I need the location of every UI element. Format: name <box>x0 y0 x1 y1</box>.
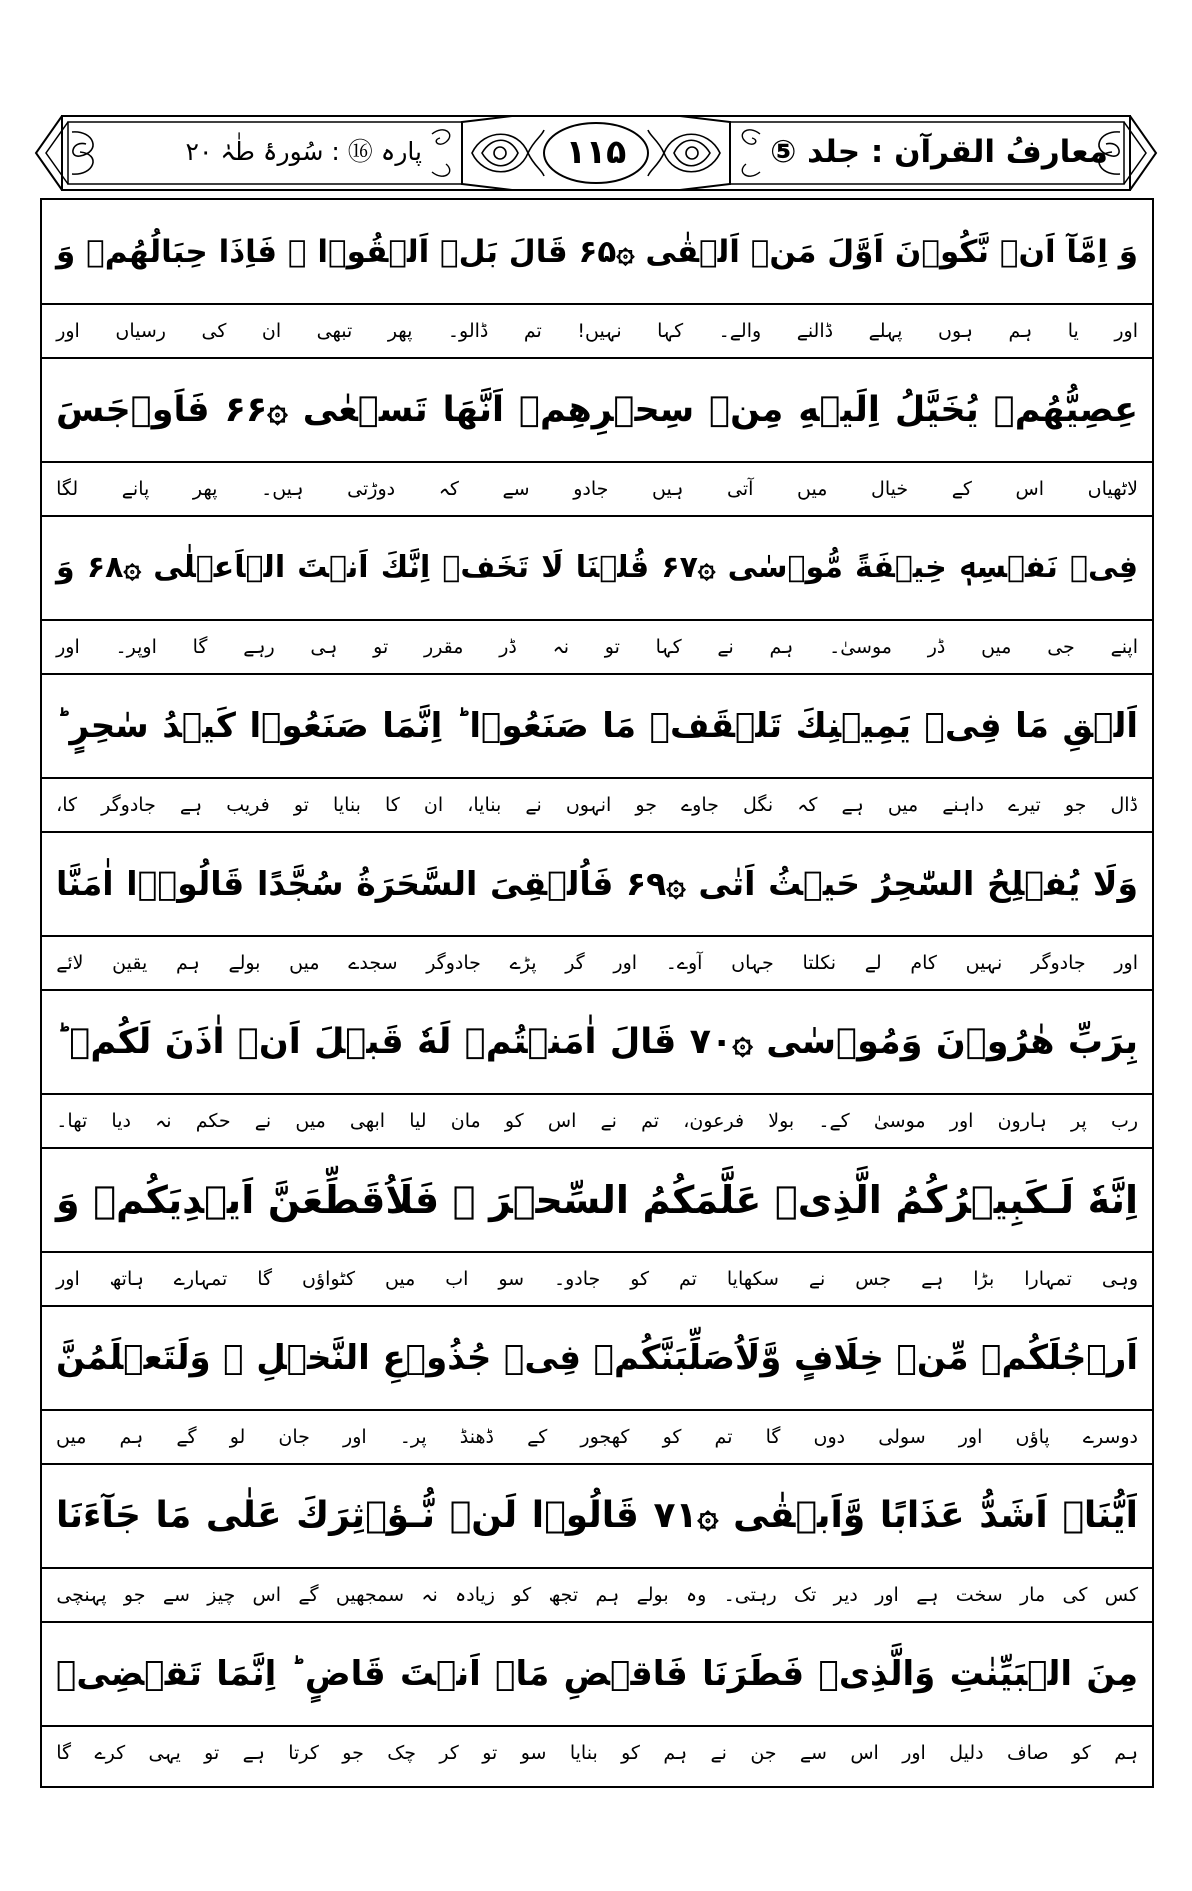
translation-word: کے <box>527 1426 548 1448</box>
translation-word: نے <box>808 1268 826 1290</box>
translation-word: دوڑتی <box>347 478 396 500</box>
translation-word: رہے <box>243 636 275 658</box>
translation-word: گا <box>257 1268 273 1290</box>
translation-word: نے <box>600 1110 617 1132</box>
translation-word: گے <box>298 1584 319 1606</box>
translation-word: کہا <box>657 320 684 342</box>
translation-word: جادوگر <box>1030 952 1086 974</box>
arabic-verse-line: عِصِيُّهُمۡ يُخَيَّلُ اِلَيۡهِ مِنۡ سِحۡرِهِمۡ اَنَّهَا تَسۡعٰى ۞۶۶ فَاَوۡجَسَ <box>56 390 1138 430</box>
translation-word: تو <box>482 1742 498 1764</box>
translation-word: تم <box>714 1426 733 1448</box>
translation-word: لگا <box>56 478 79 500</box>
translation-word: اس <box>547 1110 577 1132</box>
arabic-verse-line: اَيُّنَاۤ اَشَدُّ عَذَابًا وَّاَبۡقٰى ۞۷۱ قَالُوۡا لَنۡ نُّـؤۡثِرَكَ عَلٰى مَا جَآءَنَا <box>56 1495 1138 1536</box>
translation-word: پاؤں <box>1015 1426 1050 1448</box>
translation-word: سو <box>498 1268 525 1290</box>
translation-word: ہے <box>179 794 203 816</box>
translation-word: کے۔ <box>818 1110 850 1132</box>
translation-word: اور <box>958 1426 983 1448</box>
translation-word: سے <box>502 478 530 500</box>
translation-word: کی <box>1062 1584 1088 1606</box>
translation-word: تم <box>641 1110 660 1132</box>
translation-word: ان <box>423 794 444 816</box>
translation-word: میں <box>981 636 1012 658</box>
translation-word: ڈر <box>499 636 517 658</box>
translation-word: میں <box>887 794 919 816</box>
translation-word: گا <box>765 1426 781 1448</box>
translation-word: کرے <box>94 1742 126 1764</box>
translation-word: بنایا، <box>467 794 502 816</box>
translation-word: سولی <box>878 1426 926 1448</box>
urdu-translation-line <box>42 304 1152 358</box>
translation-word: ڈالنے <box>796 320 834 342</box>
translation-word: گا <box>192 636 208 658</box>
translation-word: بولا <box>768 1110 795 1132</box>
translation-word: چک <box>387 1742 416 1764</box>
translation-word: ہاتھ <box>109 1268 144 1290</box>
translation-word: ہارون <box>997 1110 1047 1132</box>
translation-word: تو <box>293 794 309 816</box>
translation-word: تیرے <box>1008 794 1041 816</box>
translation-word: ابھی <box>349 1110 386 1132</box>
translation-word: بنایا <box>333 794 361 816</box>
translation-word: پر <box>1070 1110 1087 1132</box>
arabic-verse-line: اَلۡقِ مَا فِىۡ يَمِيۡنِكَ تَلۡقَفۡ مَا صَنَعُوۡا ؕ اِنَّمَا صَنَعُوۡا كَيۡدُ سٰحِرٍ ؕ <box>56 706 1138 746</box>
urdu-translation-line <box>42 462 1152 516</box>
book-title: معارفُ القرآن : جلد ⑤ <box>770 134 1108 170</box>
translation-word: پر۔ <box>399 1426 427 1448</box>
translation-word: کرتا <box>288 1742 319 1764</box>
translation-word: مقرر <box>424 636 464 658</box>
translation-word: گر <box>565 952 585 974</box>
arabic-verse-line: اَرۡجُلَكُمۡ مِّنۡ خِلَافٍ وَّلَاُصَلِّبَنَّكُمۡ فِىۡ جُذُوۡعِ النَّخۡلِ ۡ وَلَتَعۡلَمُنَّ <box>56 1338 1138 1378</box>
translation-word: تمہارے <box>173 1268 228 1290</box>
translation-word: ہم <box>769 636 794 658</box>
translation-word: پھر <box>192 478 218 500</box>
translation-word: یا <box>1067 320 1079 342</box>
urdu-translation-line <box>42 1252 1152 1306</box>
translation-word: جادو۔ <box>554 1268 601 1290</box>
translation-word: پہنچی <box>56 1584 107 1606</box>
translation-word: موسیٰ۔ <box>829 636 892 658</box>
translation-word: یقین <box>112 952 148 974</box>
translation-word: سمجھیں <box>335 1584 405 1606</box>
translation-word: رسیاں <box>115 320 166 342</box>
translation-word: اب <box>445 1268 469 1290</box>
translation-word: آوے۔ <box>665 952 703 974</box>
translation-word: پانے <box>121 478 150 500</box>
translation-word: جاوے <box>681 794 719 816</box>
translation-word: کو <box>621 1742 640 1764</box>
translation-word: نہ <box>155 1110 172 1132</box>
translation-word: چیز <box>207 1584 236 1606</box>
translation-word: اور <box>1114 952 1138 974</box>
translation-word: ہم <box>1008 320 1033 342</box>
arabic-verse-line: مِنَ الۡبَيِّنٰتِ وَالَّذِىۡ فَطَرَنَا فَاقۡضِ مَاۤ اَنۡتَ قَاضٍ ؕ اِنَّمَا تَقۡضِىۡ <box>56 1654 1138 1694</box>
translation-word: اور <box>1114 320 1138 342</box>
translation-word: ہم <box>663 1742 688 1764</box>
translation-word: بولے <box>636 1584 669 1606</box>
translation-word: نکلتا <box>802 952 837 974</box>
translation-word: سو <box>520 1742 547 1764</box>
translation-word: کٹواؤں <box>302 1268 356 1290</box>
translation-word: کے <box>951 478 972 500</box>
translation-word: رہتی۔ <box>723 1584 777 1606</box>
translation-word: جان <box>278 1426 310 1448</box>
translation-word: ان <box>261 320 282 342</box>
translation-word: جادوگر <box>101 794 156 816</box>
translation-word: تجھ <box>548 1584 579 1606</box>
translation-word: کا <box>385 794 400 816</box>
translation-word: نگل <box>742 794 774 816</box>
translation-word: جو <box>342 1742 364 1764</box>
translation-word: بنایا <box>569 1742 598 1764</box>
arabic-verse-line: اِنَّهٗ لَـكَبِيۡرُكُمُ الَّذِىۡ عَلَّمَكُمُ السِّحۡرَ ۚ فَلَاُقَطِّعَنَّ اَيۡدِيَكُمۡ وَ <box>56 1178 1138 1222</box>
translation-word: حکم <box>195 1110 231 1132</box>
translation-word: زیادہ <box>455 1584 495 1606</box>
translation-word: نہ <box>421 1584 438 1606</box>
translation-word: سے <box>799 1742 827 1764</box>
page-number: ۱۱۵ <box>565 132 627 171</box>
translation-word: کو <box>1071 1742 1091 1764</box>
translation-word: میں <box>295 1110 326 1132</box>
translation-word: کہا <box>655 636 682 658</box>
translation-word: ڈال <box>1110 794 1138 816</box>
translation-word: تو <box>604 636 620 658</box>
translation-word: ہی <box>310 636 338 658</box>
translation-word: سجدے <box>348 952 398 974</box>
translation-word: دیر <box>833 1584 858 1606</box>
translation-word: سکھایا <box>726 1268 779 1290</box>
translation-word: ہم <box>1114 1742 1138 1764</box>
translation-word: ہیں۔ <box>261 478 304 500</box>
translation-word: میں <box>797 478 828 500</box>
translation-word: ہم <box>119 1426 144 1448</box>
translation-word: تھا۔ <box>56 1110 88 1132</box>
urdu-translation-line <box>42 1410 1152 1464</box>
translation-word: ہم <box>595 1584 620 1606</box>
urdu-translation-line <box>42 1094 1152 1148</box>
urdu-translation-line <box>42 778 1152 832</box>
translation-word: اور <box>56 636 80 658</box>
translation-word: خیال <box>871 478 909 500</box>
translation-word: اس <box>252 1584 282 1606</box>
translation-word: فریب <box>226 794 270 816</box>
arabic-verse-line: وَ اِمَّآ اَنۡ نَّكُوۡنَ اَوَّلَ مَنۡ اَلۡقٰى ۞۶۵ قَالَ بَلۡ اَلۡقُوۡا ۚ فَاِذَا حِبَالُهُمۡ وَ <box>56 234 1138 270</box>
page-header <box>32 112 1160 194</box>
translation-word: ہے <box>841 794 864 816</box>
translation-word: نے <box>254 1110 272 1132</box>
translation-word: اور <box>56 1268 80 1290</box>
translation-word: بڑا <box>973 1268 995 1290</box>
translation-word: جی <box>1047 636 1075 658</box>
translation-word: جو <box>635 794 657 816</box>
translation-word: اور <box>875 1584 899 1606</box>
translation-word: موسیٰ <box>873 1110 926 1132</box>
translation-word: تو <box>204 1742 220 1764</box>
translation-word: جادوگر <box>426 952 481 974</box>
translation-word: لیا <box>409 1110 427 1132</box>
translation-word: وہی <box>1101 1268 1138 1290</box>
translation-word: اور <box>343 1426 367 1448</box>
translation-word: نہیں <box>965 952 1003 974</box>
translation-word: کھجور <box>580 1426 630 1448</box>
translation-word: کی <box>201 320 227 342</box>
translation-word: جو <box>1064 794 1087 816</box>
translation-word: گا <box>56 1742 72 1764</box>
translation-word: پہلے <box>868 320 903 342</box>
translation-word: ہے <box>916 1584 939 1606</box>
translation-word: دوں <box>813 1426 846 1448</box>
text-body <box>40 198 1154 1788</box>
translation-word: میں <box>289 952 320 974</box>
translation-word: ڈھنڈ <box>459 1426 494 1448</box>
translation-word: نے <box>717 636 734 658</box>
translation-word: جس <box>855 1268 892 1290</box>
translation-word: پھر <box>387 320 413 342</box>
translation-word: نہ <box>552 636 570 658</box>
translation-word: تمہارا <box>1024 1268 1072 1290</box>
translation-word: کر <box>439 1742 459 1764</box>
translation-word: اور <box>902 1742 926 1764</box>
translation-word: دوسرے <box>1082 1426 1138 1448</box>
translation-word: تو <box>373 636 389 658</box>
translation-word: رب <box>1110 1110 1138 1132</box>
translation-word: اپنے <box>1110 636 1138 658</box>
translation-word: انہوں <box>565 794 612 816</box>
translation-word: ہوں <box>938 320 973 342</box>
translation-word: آتی <box>726 478 754 500</box>
translation-word: اوپر۔ <box>115 636 157 658</box>
translation-word: ہم <box>175 952 200 974</box>
urdu-translation-line <box>42 620 1152 674</box>
translation-word: لائے <box>56 952 84 974</box>
translation-word: یہی <box>148 1742 181 1764</box>
translation-word: کو <box>630 1268 650 1290</box>
translation-word: جو <box>123 1584 146 1606</box>
translation-word: ڈالو۔ <box>447 320 489 342</box>
translation-word: دلیل <box>949 1742 984 1764</box>
translation-word: ہے <box>921 1268 944 1290</box>
urdu-translation-line <box>42 936 1152 990</box>
translation-word: تک <box>793 1584 817 1606</box>
translation-word: دیا <box>111 1110 131 1132</box>
translation-word: لاٹھیاں <box>1087 478 1138 500</box>
translation-word: نے <box>525 794 542 816</box>
translation-word: کو <box>662 1426 682 1448</box>
translation-word: فرعون، <box>683 1110 745 1132</box>
translation-word: نے <box>710 1742 727 1764</box>
translation-word: کہ <box>797 794 818 816</box>
translation-word: تبھی <box>316 320 353 342</box>
translation-word: اور <box>613 952 638 974</box>
translation-word: اس <box>1015 478 1045 500</box>
translation-word: لو <box>229 1426 246 1448</box>
section-reference: پارہ ⑯ : سُورۂ طٰہٰ ۲۰ <box>185 137 422 166</box>
translation-word: کو <box>512 1584 532 1606</box>
urdu-translation-line <box>42 1568 1152 1622</box>
translation-word: داہنے <box>942 794 985 816</box>
translation-word: کا، <box>56 794 78 816</box>
translation-word: میں <box>56 1426 87 1448</box>
translation-word: اور <box>56 320 80 342</box>
translation-word: کام <box>910 952 937 974</box>
translation-word: جن <box>750 1742 777 1764</box>
translation-word: میں <box>384 1268 416 1290</box>
translation-word: سخت <box>955 1584 1003 1606</box>
translation-word: گے <box>176 1426 197 1448</box>
translation-word: نہیں! <box>577 320 622 342</box>
translation-word: اس <box>850 1742 879 1764</box>
translation-word: کہ <box>438 478 459 500</box>
translation-word: مار <box>1019 1584 1046 1606</box>
translation-word: جہاں <box>731 952 774 974</box>
translation-word: مان <box>450 1110 481 1132</box>
translation-word: ہیں <box>652 478 684 500</box>
translation-word: لے <box>864 952 882 974</box>
translation-word: کو <box>504 1110 524 1132</box>
translation-word: وہ <box>685 1584 707 1606</box>
translation-word: صاف <box>1006 1742 1049 1764</box>
translation-word: والے۔ <box>718 320 762 342</box>
translation-word: بولے <box>228 952 261 974</box>
translation-word: ڈر <box>927 636 946 658</box>
translation-word: تم <box>679 1268 697 1290</box>
translation-word: ہے <box>242 1742 265 1764</box>
translation-word: تم <box>523 320 542 342</box>
arabic-verse-line: فِىۡ نَفۡسِهٖ خِيۡفَةً مُّوۡسٰى ۞۶۷ قُلۡنَا لَا تَخَفۡ اِنَّكَ اَنۡتَ الۡاَعۡلٰى ۞۶۸ وَ <box>56 550 1139 585</box>
arabic-verse-line: وَلَا يُفۡلِحُ السّٰحِرُ حَيۡثُ اَتٰى ۞۶۹ فَاُلۡقِىَ السَّحَرَةُ سُجَّدًا قَالُوۡۤا اٰمَنَّا <box>56 864 1138 903</box>
urdu-translation-line <box>42 1726 1152 1780</box>
translation-word: پڑے <box>509 952 537 974</box>
translation-word: جادو <box>573 478 609 500</box>
translation-word: کس <box>1104 1584 1138 1606</box>
translation-word: سے <box>162 1584 190 1606</box>
translation-word: اور <box>949 1110 974 1132</box>
arabic-verse-line: بِرَبِّ هٰرُوۡنَ وَمُوۡسٰى ۞۷۰ قَالَ اٰمَنۡتُمۡ لَهٗ قَبۡلَ اَنۡ اٰذَنَ لَكُمۡ ؕ <box>56 1022 1138 1062</box>
